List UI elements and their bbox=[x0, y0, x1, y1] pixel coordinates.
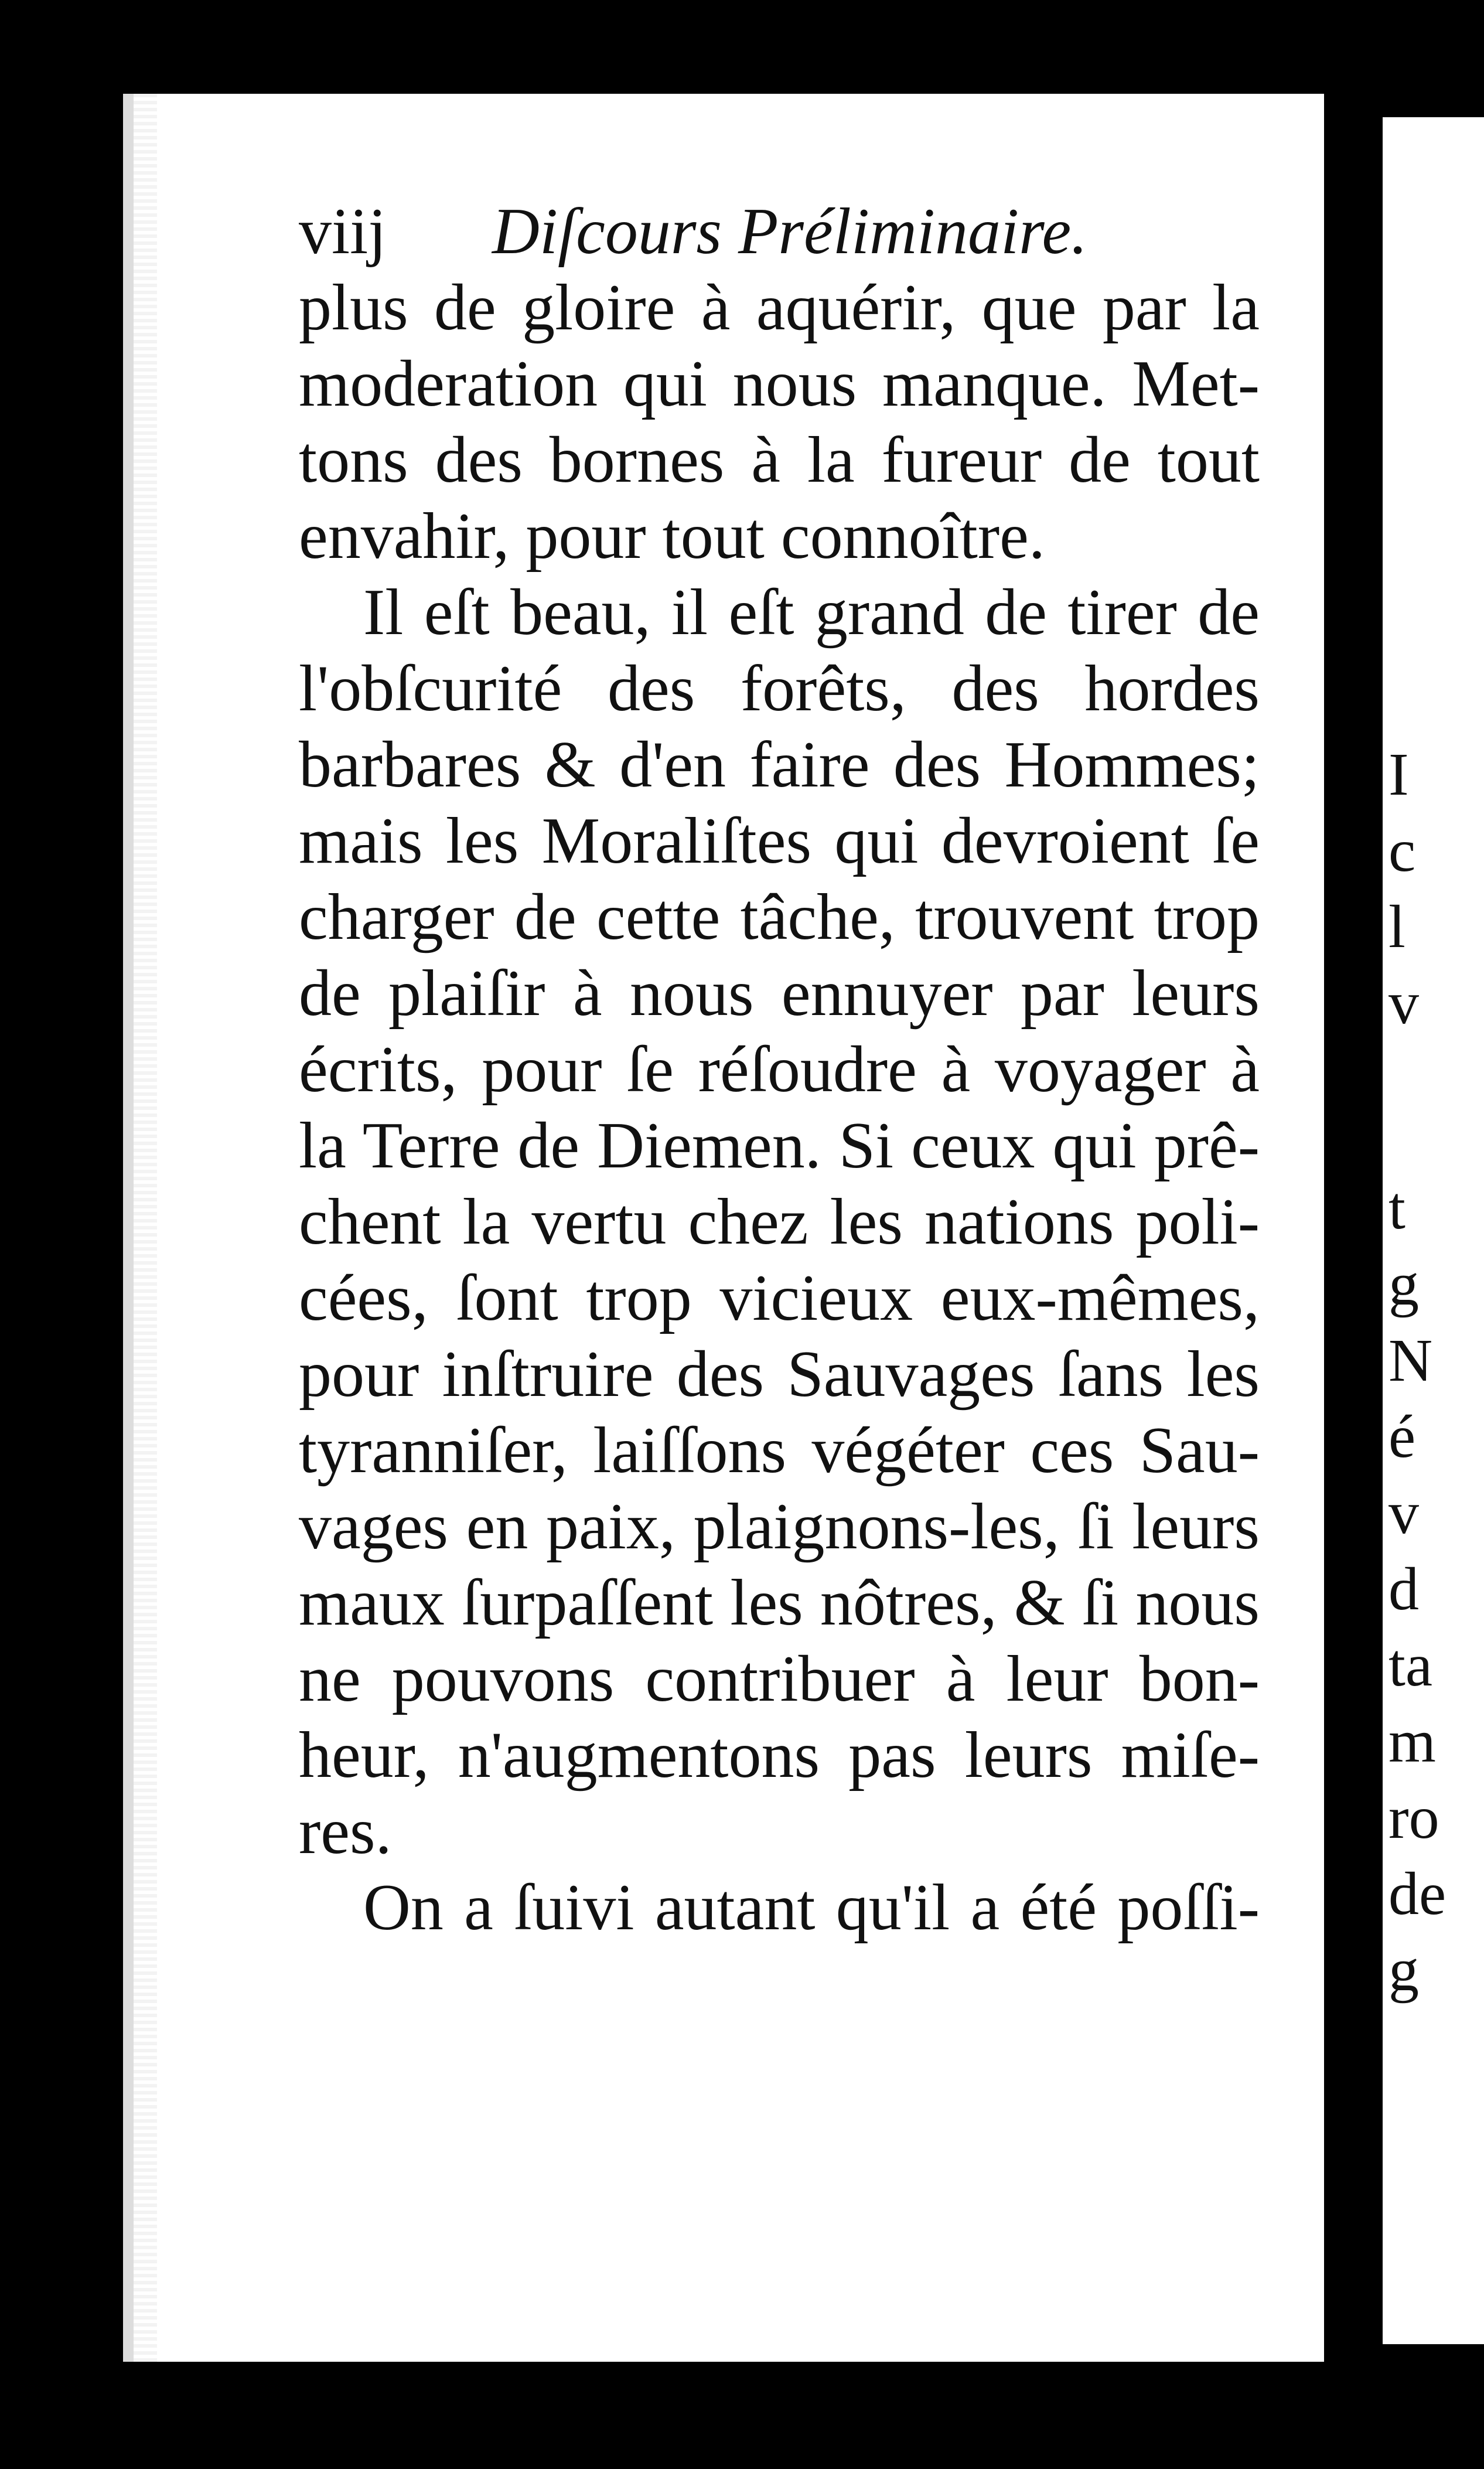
text-line: la Terre de Diemen. Si ceux qui prê- bbox=[299, 1109, 1260, 1182]
text-line: mais les Moraliſtes qui devroient ſe bbox=[299, 805, 1260, 877]
text-line: ne pouvons contribuer à leur bon- bbox=[299, 1643, 1260, 1715]
adjacent-fragment: c bbox=[1389, 817, 1416, 884]
adjacent-fragment: N bbox=[1389, 1327, 1433, 1394]
text-line: plus de gloire à aquérir, que par la bbox=[299, 271, 1260, 344]
adjacent-fragment: de bbox=[1389, 1860, 1447, 1927]
text-line: chent la vertu chez les nations poli- bbox=[299, 1186, 1260, 1258]
text-lines bbox=[299, 270, 1260, 1946]
adjacent-fragment: t bbox=[1389, 1174, 1405, 1242]
adjacent-fragment: d bbox=[1389, 1555, 1419, 1623]
adjacent-fragment: v bbox=[1389, 969, 1419, 1037]
text-line: vages en paix, plaignons-les, ſi leurs bbox=[299, 1490, 1260, 1563]
text-line: tyranniſer, laiſſons végéter ces Sau- bbox=[299, 1414, 1260, 1487]
adjacent-page-edge bbox=[1383, 117, 1484, 2344]
text-line: l'obſcurité des forêts, des hordes bbox=[299, 652, 1260, 725]
text-line: maux ſurpaſſent les nôtres, & ſi nous bbox=[299, 1566, 1260, 1639]
text-line: charger de cette tâche, trouvent trop bbox=[299, 881, 1260, 953]
text-line: cées, ſont trop vicieux eux-mêmes, bbox=[299, 1262, 1260, 1334]
adjacent-fragment: v bbox=[1389, 1479, 1419, 1547]
running-head: Diſcours Préliminaire. bbox=[492, 195, 1088, 268]
adjacent-fragment: ro bbox=[1389, 1784, 1439, 1851]
text-line: envahir, pour tout connoître. bbox=[299, 500, 1045, 573]
text-line: res. bbox=[299, 1795, 392, 1868]
adjacent-fragment: é bbox=[1389, 1403, 1416, 1470]
page-number: viij bbox=[299, 195, 387, 268]
adjacent-fragment: I bbox=[1389, 741, 1409, 808]
text-line: Il eſt beau, il eſt grand de tirer de bbox=[363, 576, 1260, 649]
adjacent-fragment: ta bbox=[1389, 1632, 1433, 1699]
adjacent-fragment: l bbox=[1389, 893, 1405, 961]
text-line: de plaiſir à nous ennuyer par leurs bbox=[299, 957, 1260, 1030]
adjacent-fragment: g bbox=[1389, 1251, 1419, 1318]
page-gutter bbox=[134, 94, 157, 2362]
text-line: moderation qui nous manque. Met- bbox=[299, 348, 1260, 420]
text-line: On a ſuivi autant qu'il a été poſſi- bbox=[363, 1871, 1260, 1944]
adjacent-fragment: m bbox=[1389, 1708, 1436, 1775]
text-line: tons des bornes à la fureur de tout bbox=[299, 424, 1260, 496]
binding-shadow bbox=[1347, 105, 1383, 2356]
page-text bbox=[299, 193, 1260, 1946]
adjacent-fragment: g bbox=[1389, 1936, 1419, 2004]
text-line: barbares & d'en faire des Hommes; bbox=[299, 728, 1260, 801]
text-line: pour inſtruire des Sauvages ſans les bbox=[299, 1338, 1260, 1411]
page-header bbox=[299, 193, 1260, 270]
text-line: écrits, pour ſe réſoudre à voyager à bbox=[299, 1033, 1260, 1106]
text-line: heur, n'augmentons pas leurs miſe- bbox=[299, 1719, 1260, 1792]
